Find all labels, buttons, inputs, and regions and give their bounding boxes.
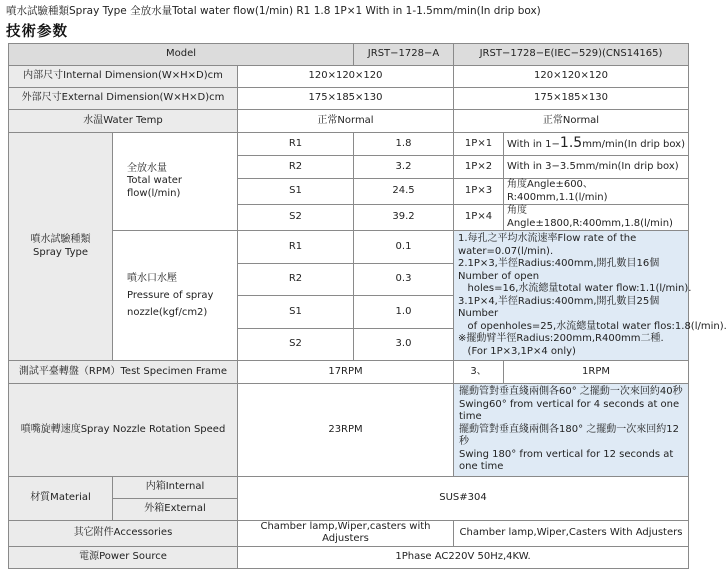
- note-line: 3.1P×4,半徑Radius:400mm,開孔數目25個Number: [458, 295, 660, 319]
- table-row-power: [9, 546, 689, 568]
- note-line: holes=16,水流總量total water flow:1.1(l/min).: [458, 283, 692, 294]
- power-label: 電源Power Source: [9, 546, 238, 568]
- frame-a: 17RPM: [238, 361, 454, 384]
- page-title: 技術参数: [6, 24, 68, 40]
- pressure-label-1: 噴水口水壓: [127, 273, 177, 284]
- swing-line: 擺動管對垂直綫兩側各180° 之擺動一次來回約12秒: [459, 423, 679, 447]
- accessories-e: Chamber lamp,Wiper,Casters With Adjusters: [454, 520, 689, 546]
- pressure-label-3: nozzle(kgf/cm2): [127, 307, 208, 318]
- table-row-nozzle: [9, 384, 689, 477]
- e-r1-desc-pre: With in 1−: [507, 139, 560, 151]
- frame-e: 1RPM: [504, 361, 689, 384]
- table-row-internal: [9, 66, 689, 88]
- water-temp-e: 正常Normal: [454, 110, 689, 133]
- e-s1-desc: 角度Angle±600、R:400mm,1.1(l/min): [504, 179, 689, 205]
- swing-line: Swing 180° from vertical for 12 seconds at one time: [459, 448, 674, 472]
- model-header: Model: [9, 44, 354, 66]
- e-r1-p: 1P×1: [454, 133, 504, 156]
- flow-s2-value: 39.2: [354, 205, 454, 231]
- external-label: 外部尺寸External Dimension(W×H×D)cm: [9, 88, 238, 110]
- e-r1-desc: [504, 133, 689, 156]
- swing-line: Swing60° from vertical for 4 seconds at one time: [459, 398, 680, 422]
- pressure-r2-code: R2: [238, 263, 354, 296]
- table-row-water-temp: [9, 110, 689, 133]
- power-value: 1Phase AC220V 50Hz,4KW.: [238, 546, 689, 568]
- frame-e-num: 3、: [454, 361, 504, 384]
- notes-box: [454, 231, 727, 361]
- pressure-s1-value: 1.0: [354, 296, 454, 329]
- spray-type-cn: 噴水試驗種類: [30, 234, 91, 245]
- spray-type-label: [9, 133, 113, 361]
- model-a: JRST−1728−A: [354, 44, 454, 66]
- table-row-frame: [9, 361, 689, 384]
- internal-e: 120×120×120: [454, 66, 689, 88]
- note-line: ※擺動臂半徑Radius:200mm,R400mm二種.: [458, 333, 664, 344]
- note-line: 2.1P×3,半徑Radius:400mm,開孔數目16個Number of open: [458, 258, 660, 282]
- e-s2-desc: 角度Angle±1800,R:400mm,1.8(l/min): [504, 205, 689, 231]
- water-temp-a: 正常Normal: [238, 110, 454, 133]
- internal-a: 120×120×120: [238, 66, 454, 88]
- pressure-r2-value: 0.3: [354, 263, 454, 296]
- material-value: SUS#304: [238, 476, 689, 520]
- flow-s1-code: S1: [238, 179, 354, 205]
- note-line: (For 1P×3,1P×4 only): [458, 345, 576, 357]
- pressure-r1-value: 0.1: [354, 231, 454, 264]
- e-r2-desc: With in 3−3.5mm/min(In drip box): [504, 156, 689, 179]
- e-s2-p: 1P×4: [454, 205, 504, 231]
- pressure-s2-value: 3.0: [354, 328, 454, 361]
- note-line: of openholes=25,水流總量total water flos:1.8(l/min).: [458, 320, 727, 332]
- top-caption: 噴水試驗種類Spray Type 全放水量Total water flow(1/min) R1 1.8 1P×1 With in 1-1.5mm/min(In drip box): [6, 5, 541, 17]
- spec-table: [8, 43, 727, 569]
- material-label: 材質Material: [9, 476, 113, 520]
- flow-r2-code: R2: [238, 156, 354, 179]
- pressure-label: [113, 231, 238, 361]
- outer-label: 外箱External: [113, 498, 238, 520]
- internal-label: 内部尺寸Internal Dimension(W×H×D)cm: [9, 66, 238, 88]
- spray-type-en: Spray Type: [33, 246, 88, 258]
- flow-s1-value: 24.5: [354, 179, 454, 205]
- pressure-s2-code: S2: [238, 328, 354, 361]
- nozzle-a: 23RPM: [238, 384, 454, 477]
- flow-r1-code: R1: [238, 133, 354, 156]
- model-e: JRST−1728−E(IEC−529)(CNS14165): [454, 44, 689, 66]
- table-row-material-inner: [9, 476, 689, 498]
- table-row-accessories: [9, 520, 689, 546]
- e-r1-desc-post: mm/min(In drip box): [582, 139, 686, 151]
- e-r2-p: 1P×2: [454, 156, 504, 179]
- flow-label-cn: 全放水量: [127, 162, 167, 174]
- pressure-s1-code: S1: [238, 296, 354, 329]
- table-row-flow-r1: [9, 133, 689, 156]
- e-r1-desc-big: 1.5: [559, 135, 583, 152]
- pressure-r1-code: R1: [238, 231, 354, 264]
- water-temp-label: 水温Water Temp: [9, 110, 238, 133]
- swing-box: [454, 384, 689, 477]
- flow-label-en: Total water flow(l/min): [127, 175, 183, 199]
- frame-label: 測試平臺轉盤（RPM）Test Specimen Frame: [9, 361, 238, 384]
- external-e: 175×185×130: [454, 88, 689, 110]
- note-line: 1.每孔之平均水流速率Flow rate of the water=0.07(l/min).: [458, 233, 637, 257]
- flow-r2-value: 3.2: [354, 156, 454, 179]
- accessories-a: Chamber lamp,Wiper,casters with Adjusters: [238, 520, 454, 546]
- table-row-external: [9, 88, 689, 110]
- e-s1-p: 1P×3: [454, 179, 504, 205]
- external-a: 175×185×130: [238, 88, 454, 110]
- nozzle-label: 噴嘴旋轉速度Spray Nozzle Rotation Speed: [9, 384, 238, 477]
- flow-r1-value: 1.8: [354, 133, 454, 156]
- accessories-label: 其它附件Accessories: [9, 520, 238, 546]
- flow-label: [113, 133, 238, 231]
- table-row-model: [9, 44, 689, 66]
- swing-line: 擺動管對垂直綫兩側各60° 之擺動一次來回約40秒: [459, 386, 683, 397]
- flow-s2-code: S2: [238, 205, 354, 231]
- inner-label: 内箱Internal: [113, 476, 238, 498]
- pressure-label-2: Pressure of spray: [127, 290, 214, 301]
